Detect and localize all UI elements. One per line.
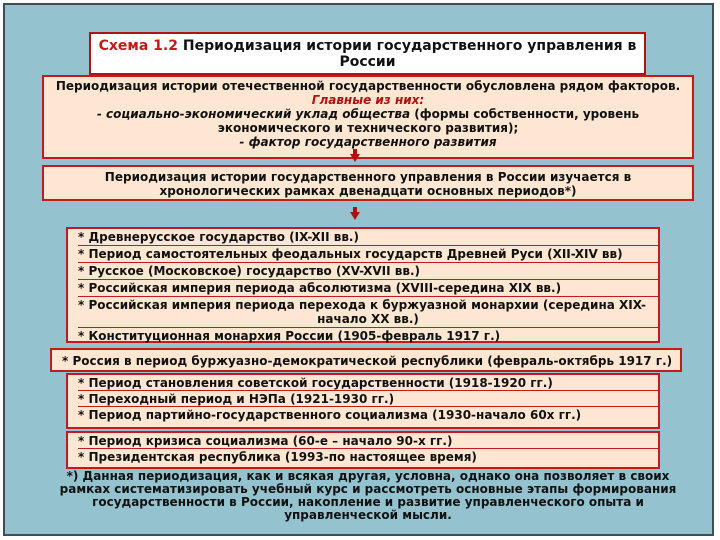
period-item: * Период самостоятельных феодальных государств Древней Руси (XII-XIV вв) xyxy=(78,246,658,263)
factors-box xyxy=(42,75,694,159)
period-item: * Древнерусское государство (IX-XII вв.) xyxy=(78,229,658,246)
period-group-2: * Россия в период буржуазно-демократической республики (февраль-октябрь 1917 г.) xyxy=(50,348,682,372)
period-item: * Переходный период и НЭПа (1921-1930 гг.) xyxy=(78,391,658,407)
periods-intro-box: Периодизация истории государственного управления в России изучается в хронологических рамках двенадцати основных периодов*) xyxy=(42,165,694,201)
diagram-frame xyxy=(3,3,714,536)
period-item: * Президентская республика (1993-по настоящее время) xyxy=(78,450,477,464)
factors-intro: Периодизация истории отечественной государственности обусловлена рядом факторов. xyxy=(55,79,681,93)
period-item: * Русское (Московское) государство (XV-XVII вв.) xyxy=(78,263,658,280)
period-item: * Период партийно-государственного социализма (1930-начало 60х гг.) xyxy=(78,408,582,422)
scheme-number: Схема 1.2 xyxy=(98,38,178,54)
period-item: * Российская империя периода абсолютизма (XVIII-середина XIX вв.) xyxy=(78,280,658,297)
period-group-1 xyxy=(66,227,660,343)
period-item: * Период становления советской государственности (1918-1920 гг.) xyxy=(78,375,658,391)
period-item: * Период кризиса социализма (60-е – начало 90-х гг.) xyxy=(78,433,658,449)
period-item: * Конституционная монархия России (1905-февраль 1917 г.) xyxy=(78,329,501,343)
period-item-multiline: * Российская империя периода перехода к буржуазной монархии (середина XIX- начало XX вв.) xyxy=(78,297,658,328)
down-arrow-1 xyxy=(350,154,360,162)
factors-main-label: Главные из них: xyxy=(311,93,425,107)
period-group-3 xyxy=(66,373,660,429)
down-arrow-2 xyxy=(350,212,360,220)
factor-state-development: - фактор государственного развития xyxy=(239,135,497,149)
footnote: *) Данная периодизация, как и всякая другая, условна, однако она позволяет в своих рамках систематизировать учебный курс и рассмотреть основные этапы формирования государственности в России, накопление и развитие управленческого опыта и управленческой мысли. xyxy=(59,469,677,522)
period-group-4 xyxy=(66,431,660,469)
scheme-title: Периодизация истории государственного управления в России xyxy=(182,38,637,70)
factor-socioeconomic: - социально-экономический уклад общества (формы собственности, уровень экономического и технического развития); xyxy=(96,107,640,135)
title-box xyxy=(89,32,646,75)
